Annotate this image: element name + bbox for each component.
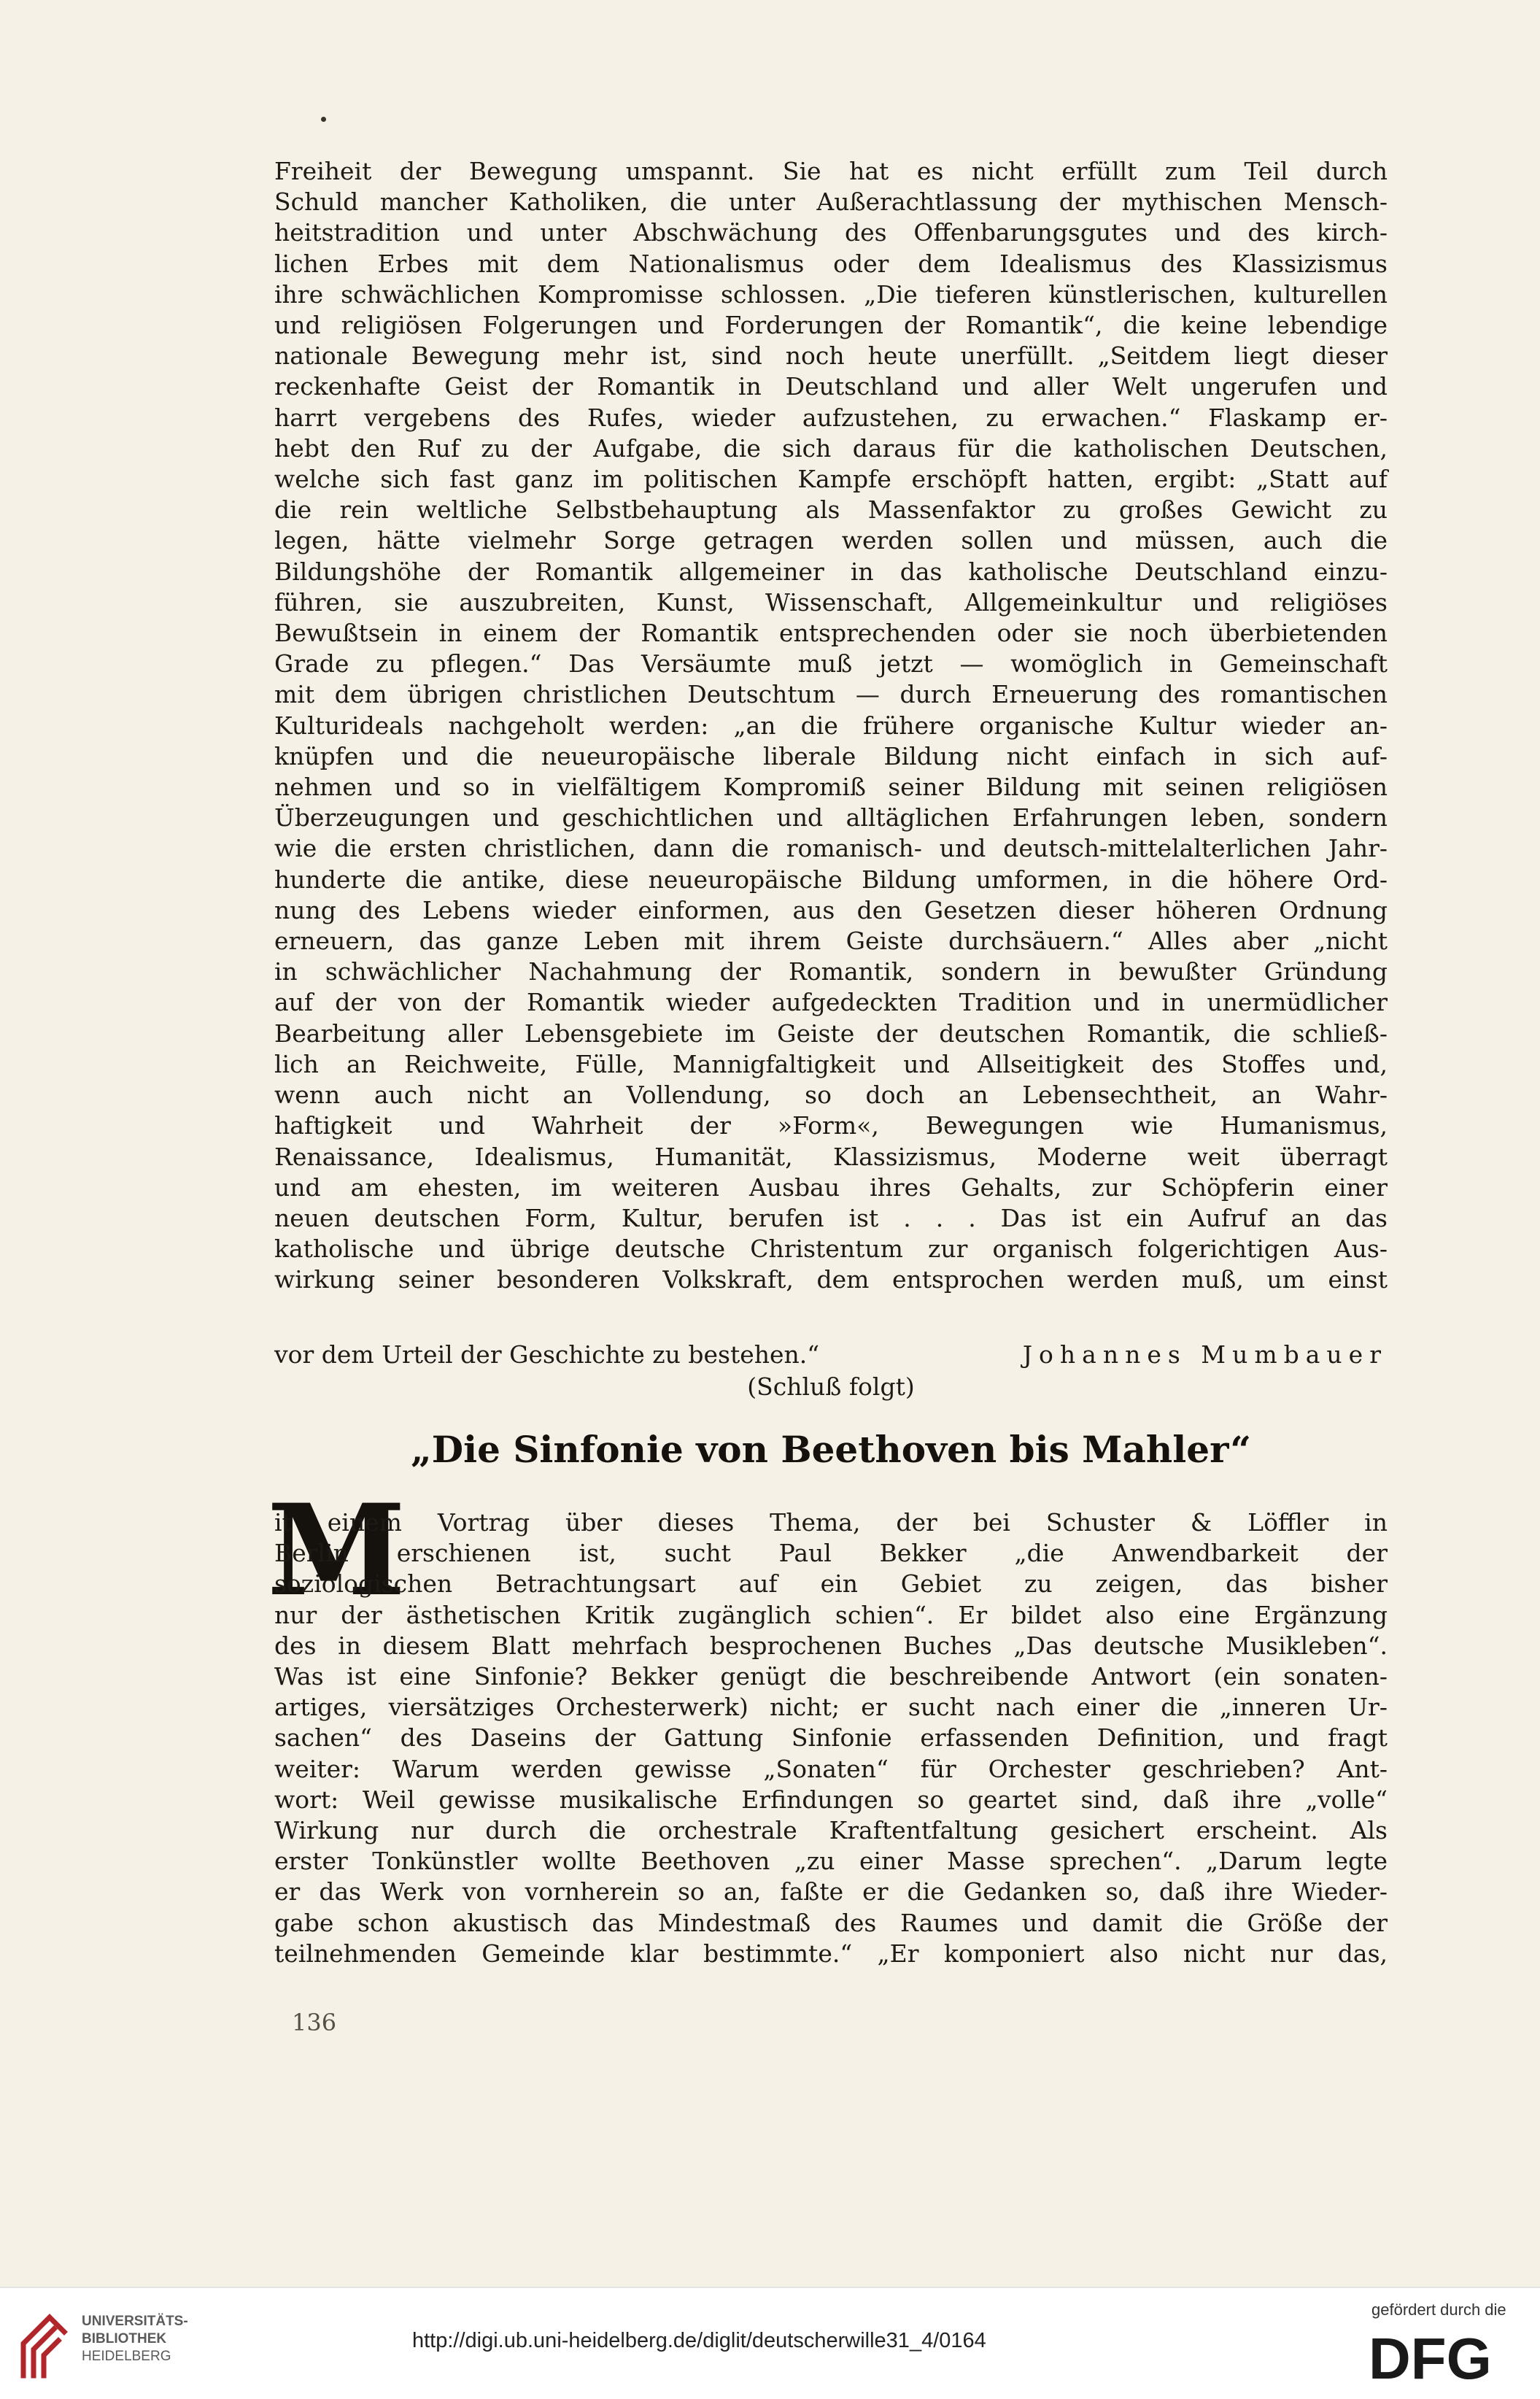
- library-name-line1: UNIVERSITÄTS-: [82, 2314, 188, 2329]
- permalink-url[interactable]: http://digi.ub.uni-heidelberg.de/diglit/deutscherwille31_4/0164: [412, 2329, 986, 2352]
- drop-cap: M: [267, 1476, 406, 1624]
- article-heading: „Die Sinfonie von Beethoven bis Mahler“: [410, 1428, 1252, 1471]
- library-name-line3: HEIDELBERG: [82, 2349, 171, 2364]
- author-signature: Johannes Mumbauer: [1022, 1340, 1388, 1369]
- dfg-logo-text: DFG: [1369, 2329, 1492, 2384]
- closing-sentence: vor dem Urteil der Geschichte zu bestehen.“: [274, 1340, 820, 1369]
- university-library-logo-icon[interactable]: [16, 2306, 70, 2381]
- article-body-new: it einem Vortrag über dieses Thema, der bei Schuster & Löffler in Berlin erschienen ist, sucht Paul Bekker „die Anwendbarkeit der soziologischen Betrachtungsart auf ein Gebiet zu zeigen, das bisher nur der ästhetischen Kritik zugänglich schien“. Er bildet also eine Ergänzung des in diesem Blatt mehrfach besprochenen Buches „Das deutsche Musikleben“. Was ist eine Sinfonie? Bekker genügt die beschreibende Antwort (ein sonaten- artiges, viersätziges Orchesterwerk) nicht; er sucht nach einer die „inneren Ur- sachen“ des Daseins der Gattung Sinfonie erfassenden Definition, und fragt weiter: Warum werden gewisse „Sonaten“ für Orchester geschrieben? Ant- wort: Weil gewisse musikalische Erfindungen so geartet sind, daß ihre „volle“ Wirkung nur durch die orchestrale Kraftentfaltung gesichert erscheint. Als erster Tonkünstler wollte Beethoven „zu einer Masse sprechen“. „Darum legte er das Werk von vornherein so an, faßte er die Gedanken so, daß ihre Wieder- gabe schon akustisch das Mindestmaß des Raumes und damit die Größe der teilnehmenden Gemeinde klar bestimmte.“ „Er komponiert also nicht nur das,: [274, 1508, 1388, 1968]
- viewer-footer: [0, 2287, 1540, 2399]
- library-name[interactable]: [82, 2313, 188, 2365]
- margin-dot: [321, 117, 326, 122]
- funded-by-label: gefördert durch die: [1371, 2301, 1506, 2319]
- continuation-note: (Schluß folgt): [747, 1372, 915, 1401]
- article-closing-line: [274, 1340, 1388, 1370]
- article-body-continued: Freiheit der Bewegung umspannt. Sie hat es nicht erfüllt zum Teil durch Schuld mancher Katholiken, die unter Außerachtlassung der mythischen Mensch- heitstradition und unter Abschwächung des Offenbarungsgutes und des kirch- lichen Erbes mit dem Nationalismus oder dem Idealismus des Klassizismus ihre schwächlichen Kompromisse schlossen. „Die tieferen künstlerischen, kulturellen und religiösen Folgerungen und Forderungen der Romantik“, die keine lebendige nationale Bewegung mehr ist, sind noch heute unerfüllt. „Seitdem liegt dieser reckenhafte Geist der Romantik in Deutschland und aller Welt ungerufen und harrt vergebens des Rufes, wieder aufzustehen, zu erwachen.“ Flaskamp er- hebt den Ruf zu der Aufgabe, die sich daraus für die katholischen Deutschen, welche sich fast ganz im politischen Kampfe erschöpft hatten, ergibt: „Statt auf die rein weltliche Selbstbehauptung als Massenfaktor zu großes Gewicht zu legen, hätte vielmehr Sorge getragen werden sollen und müssen, auch die Bildungshöhe der Romantik allgemeiner in das katholische Deutschland einzu- führen, sie auszubreiten, Kunst, Wissenschaft, Allgemeinkultur und religiöses Bewußtsein in einem der Romantik entsprechenden oder sie noch überbietenden Grade zu pflegen.“ Das Versäumte muß jetzt — womöglich in Gemeinschaft mit dem übrigen christlichen Deutschtum — durch Erneuerung des romantischen Kulturideals nachgeholt werden: „an die frühere organische Kultur wieder an- knüpfen und die neueuropäische liberale Bildung nicht einfach in sich auf- nehmen und so in vielfältigem Kompromiß seiner Bildung mit seinen religiösen Überzeugungen und geschichtlichen und alltäglichen Erfahrungen leben, sondern wie die ersten christlichen, dann die romanisch- und deutsch-mittelalterlichen Jahr- hunderte die antike, diese neueuropäische Bildung umformen, in die höhere Ord- nung des Lebens wieder einformen, aus den Gesetzen dieser höheren Ordnung erneuern, das ganze Leben mit ihrem Geiste durchsäuern.“ Alles aber „nicht in schwächlicher Nachahmung der Romantik, sondern in bewußter Gründung auf der von der Romantik wieder aufgedeckten Tradition und in unermüdlicher Bearbeitung aller Lebensgebiete im Geiste der deutschen Romantik, die schließ- lich an Reichweite, Fülle, Mannigfaltigkeit und Allseitigkeit des Stoffes und, wenn auch nicht an Vollendung, so doch an Lebensechtheit, an Wahr- haftigkeit und Wahrheit der »Form«, Bewegungen wie Humanismus, Renaissance, Idealismus, Humanität, Klassizismus, Moderne weit überragt und am ehesten, im weiteren Ausbau ihres Gehalts, zur Schöpferin einer neuen deutschen Form, Kultur, berufen ist . . . Das ist ein Aufruf an das katholische und übrige deutsche Christentum zur organisch folgerichtigen Aus- wirkung seiner besonderen Volkskraft, dem entsprochen werden muß, um einst: [274, 157, 1388, 1294]
- dfg-logo-icon[interactable]: [1369, 2329, 1514, 2384]
- library-name-line2: BIBLIOTHEK: [82, 2331, 167, 2346]
- page-number: 136: [292, 2009, 337, 2036]
